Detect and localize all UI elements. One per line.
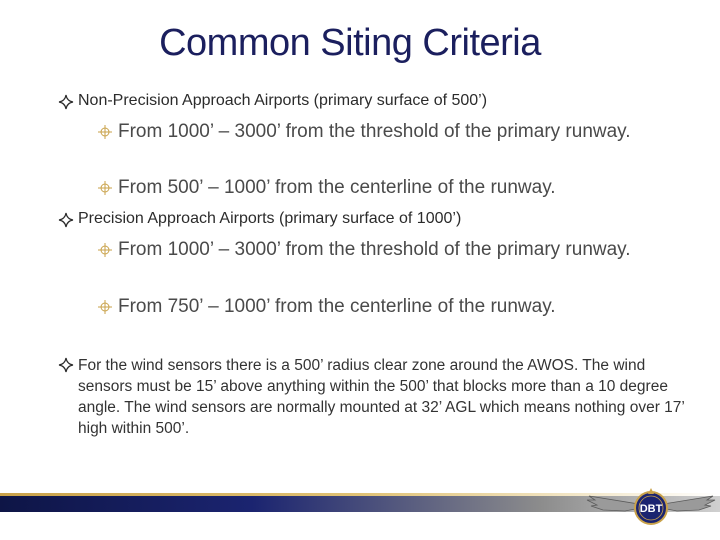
list-item: [98, 176, 658, 199]
star-bullet-icon: [58, 357, 74, 373]
section-heading-non-precision: [58, 92, 487, 110]
list-item-text: From 500’ – 1000’ from the centerline of the runway.: [118, 177, 556, 198]
wind-sensor-note: [58, 355, 698, 439]
wind-note-text: For the wind sensors there is a 500’ radius clear zone around the AWOS. The wind sensors must be 15’ above anything within the 500’ that blocks more than a 10 degree angle. The wind sensors are normally mounted at 32’ AGL which means nothing over 17’ high within 500’.: [78, 357, 685, 437]
section-heading-precision: [58, 210, 461, 228]
winged-badge-icon: [585, 478, 717, 534]
list-item-text: From 750’ – 1000’ from the centerline of the runway.: [118, 296, 556, 317]
list-item: [98, 295, 658, 318]
logo-text: DBT: [639, 503, 663, 515]
crosshair-bullet-icon: [98, 243, 112, 257]
section-heading-text: Precision Approach Airports (primary surface of 1000’): [78, 210, 462, 227]
slide-title: Common Siting Criteria: [159, 22, 541, 64]
star-bullet-icon: [58, 94, 74, 110]
list-item-text: From 1000’ – 3000’ from the threshold of the primary runway.: [118, 121, 631, 142]
crosshair-bullet-icon: [98, 300, 112, 314]
section-heading-text: Non-Precision Approach Airports (primary surface of 500’): [78, 92, 488, 109]
list-item: [98, 120, 658, 143]
list-item: [98, 238, 658, 261]
crosshair-bullet-icon: [98, 181, 112, 195]
star-bullet-icon: [58, 212, 74, 228]
crosshair-bullet-icon: [98, 125, 112, 139]
list-item-text: From 1000’ – 3000’ from the threshold of the primary runway.: [118, 239, 631, 260]
